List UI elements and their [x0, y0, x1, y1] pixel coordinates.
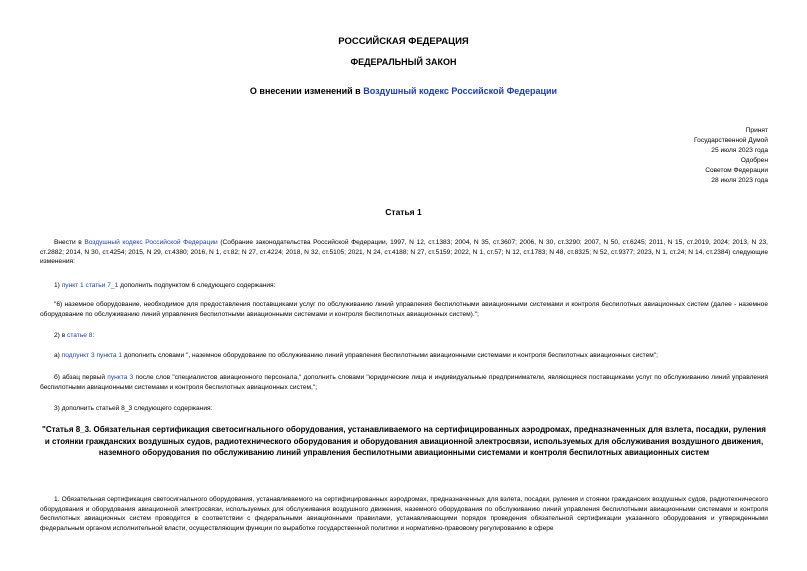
country-heading: РОССИЙСКАЯ ФЕДЕРАЦИЯ	[338, 36, 469, 47]
item-2-rest: :	[92, 332, 95, 339]
article-heading: Статья 1	[385, 207, 422, 217]
intro-text-a: Внести в	[54, 239, 85, 246]
item-1-quote: "6) наземное оборудование, необходимое для предоставления поставщиками услуг по обслуживанию линий управления беспилотными авиационными системами и контроля беспилотных авиационных систем (далее - наземное оборудование по обслуживанию линий управления беспилотными авиационными системами и контроля беспилотных авиационных систем).";	[40, 301, 768, 318]
adoption-block	[694, 126, 768, 186]
item-1	[40, 281, 768, 291]
air-code-link[interactable]: Воздушный кодекс Российской Федерации	[363, 86, 558, 96]
article-8-3-paragraph-1: 1. Обязательная сертификация светосигнального оборудования, устанавливаемого на сертифицированных аэродромах, предназначенных для взлета, посадки, руления и стоянки гражданских воздушных судов, радиотехнического оборудования и оборудования авиационной электросвязи, используемых для обслуживания воздушного движения, наземного оборудования по обслуживанию линий управления беспилотными авиационными системами и контроля беспилотных авиационных систем проводится в соответствии с федеральными авиационными правилами, устанавливающими порядок проведения обязательной сертификации указанного оборудования и утвержденными федеральным органом исполнительной власти, осуществляющим функции по выработке государственной политики и нормативно-правовому регулированию в сфере	[40, 496, 768, 532]
intro-text-b: (Собрание законодательства Российской Федерации, 1997, N 12, ст.1383; 2004, N 35, ст.3607; 2006, N 30, ст.3290; 2007, N 50, ст.6245; 2011, N 15, ст.2019, 2024; 2013, N 23, ст.2882; 2014, N 30, ст.4254; 2015, N 29, ст.4380; 2016, N 1, ст.82; N 27, ст.4224; 2018, N 32, ст.5105; 2021, N 24, ст.4188; N 27, ст.5159; 2022, N 1, ст.57; N 12, ст.1783; N 48, ст.8325; N 52, ст.9377; 2023, N 1, ст.24; N 14, ст.2384) следующие изменения:	[40, 239, 769, 266]
item-1-num: 1)	[54, 282, 62, 289]
article-intro	[40, 238, 768, 267]
item-2	[40, 331, 768, 341]
item-2b-a: б) абзац первый	[54, 374, 108, 381]
approved-date: 28 июля 2023 года	[711, 177, 768, 184]
item-2a	[40, 351, 768, 361]
law-title-prefix: О внесении изменений в	[249, 86, 364, 96]
item-2b-rest: после слов "специалистов авиационного персонала," дополнить словами "юридические лица и индивидуальные предприниматели, являющиеся поставщиками услуг по обслуживанию линий управления беспилотными авиационными системами и контроля беспилотных авиационных систем,";	[40, 374, 768, 391]
item-2-num: 2) в	[54, 332, 68, 339]
item-2a-num: а)	[54, 352, 62, 359]
doc-type-heading: ФЕДЕРАЛЬНЫЙ ЗАКОН	[350, 57, 457, 67]
item-1-link[interactable]: пункт 1 статьи 7_1	[61, 282, 119, 289]
item-2a-rest: дополнить словами ", наземное оборудование по обслуживанию линий управления беспилотными авиационными системами и контроля беспилотных авиационных систем";	[122, 352, 658, 359]
item-1-rest: дополнить подпунктом 6 следующего содержания:	[118, 282, 276, 289]
approved-by: Советом Федерации	[705, 167, 768, 174]
item-3: 3) дополнить статьей 8_3 следующего содержания:	[54, 405, 213, 412]
approved-label: Одобрен	[740, 157, 768, 164]
adopted-label: Принят	[745, 127, 768, 134]
item-2b-link[interactable]: пункта 3	[107, 374, 134, 381]
article-8-3-title: "Статья 8_3. Обязательная сертификация светосигнального оборудования, устанавливаемого на сертифицированных аэродромах, предназначенных для взлета, посадки, руления и стоянки гражданских воздушных судов, радиотехнического оборудования и оборудования авиационной электросвязи, используемых для обслуживания воздушного движения, наземного оборудования по обслуживанию линий управления беспилотными авиационными системами и контроля беспилотных авиационных систем	[42, 425, 766, 457]
item-2b	[40, 373, 768, 392]
item-2-link[interactable]: статье 8	[67, 332, 93, 339]
adopted-by: Государственной Думой	[694, 137, 768, 144]
intro-code-link[interactable]: Воздушный кодекс Российской Федерации	[84, 239, 218, 246]
item-2a-link[interactable]: подпункт 3 пункта 1	[61, 352, 123, 359]
adopted-date: 25 июля 2023 года	[711, 147, 768, 154]
law-title	[0, 86, 807, 96]
